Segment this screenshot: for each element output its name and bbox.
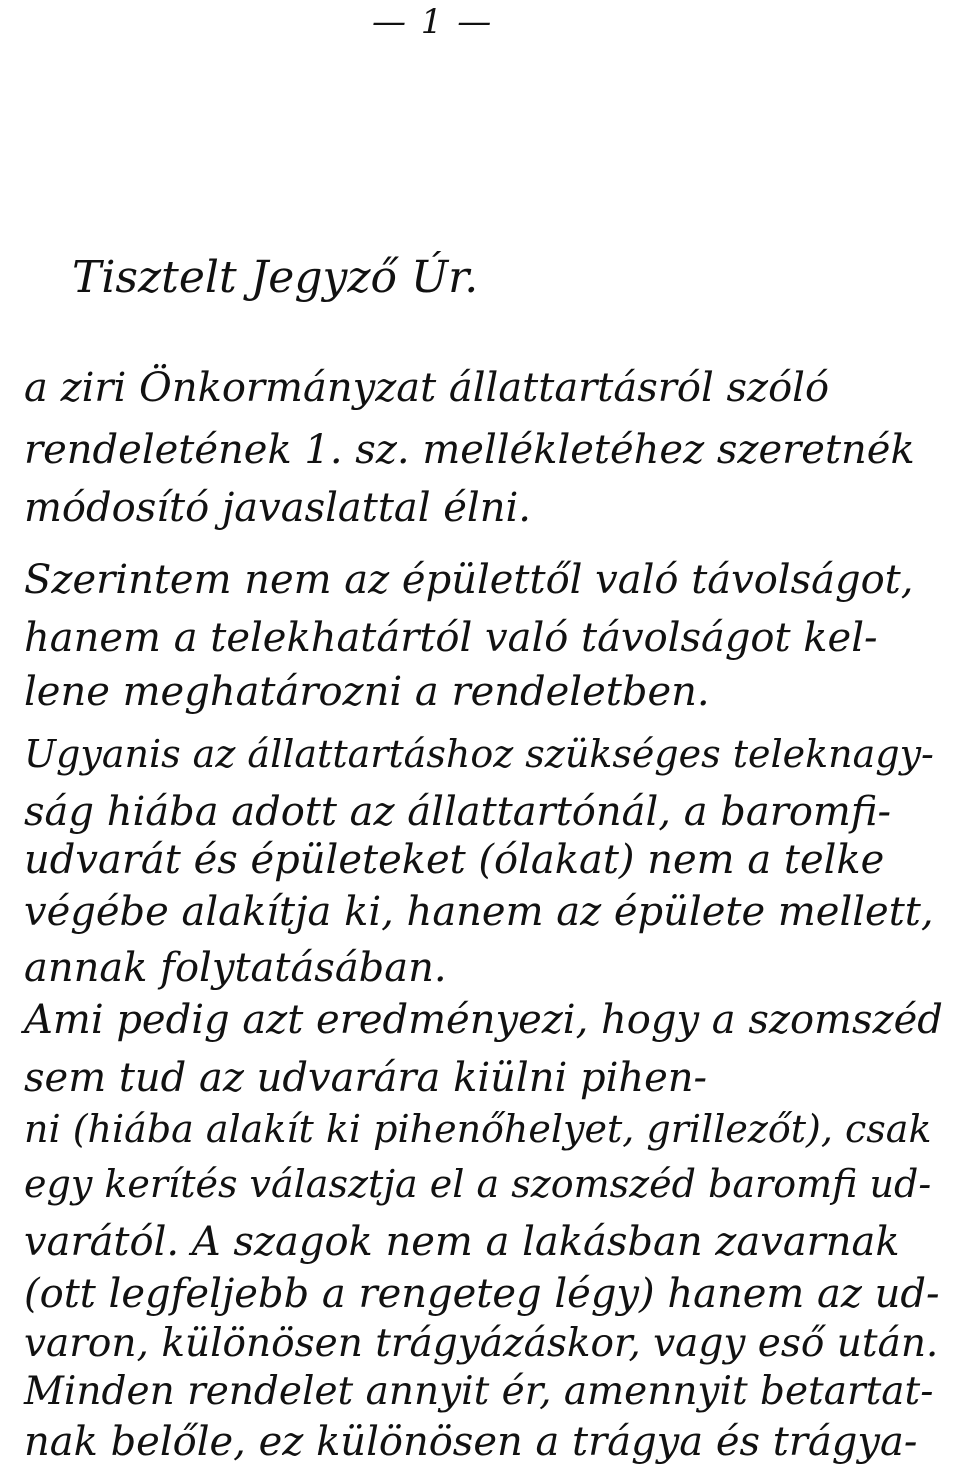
letter-line: ni (hiába alakít ki pihenőhelyet, grillezőt), csak	[24, 1107, 932, 1151]
letter-line: Minden rendelet annyit ér, amennyit betartat-	[24, 1369, 934, 1414]
letter-line: egy kerítés választja el a szomszéd baromfi ud-	[24, 1162, 932, 1206]
letter-line: rendeletének 1. sz. mellékletéhez szeretnék	[24, 427, 915, 473]
letter-line: a ziri Önkormányzat állattartásról szóló	[24, 365, 830, 411]
page-number: — 1 —	[372, 2, 494, 42]
letter-line: nak belőle, ez különösen a trágya és trágya-	[24, 1419, 918, 1465]
salutation: Tisztelt Jegyző Úr.	[72, 252, 479, 303]
letter-line: hanem a telekhatártól való távolságot kel-	[24, 615, 878, 661]
letter-line: (ott legfeljebb a rengeteg légy) hanem az ud-	[24, 1271, 940, 1317]
letter-line: Ami pedig azt eredményezi, hogy a szomszéd	[24, 997, 943, 1043]
letter-line: annak folytatásában.	[24, 945, 447, 991]
letter-line: udvarát és épületeket (ólakat) nem a telke	[24, 837, 885, 883]
letter-line: végébe alakítja ki, hanem az épülete mellett,	[24, 889, 934, 935]
letter-line: ság hiába adott az állattartónál, a baromfi-	[24, 789, 892, 835]
letter-line: sem tud az udvarára kiülni pihen-	[24, 1055, 708, 1101]
letter-line: Szerintem nem az épülettől való távolságot,	[24, 557, 914, 603]
letter-line: varától. A szagok nem a lakásban zavarnak	[24, 1219, 900, 1265]
letter-line: lene meghatározni a rendeletben.	[24, 669, 710, 715]
letter-line: varon, különösen trágyázáskor, vagy eső után.	[24, 1321, 939, 1366]
letter-line: módosító javaslattal élni.	[24, 485, 531, 531]
letter-line: Ugyanis az állattartáshoz szükséges teleknagy-	[24, 732, 934, 776]
